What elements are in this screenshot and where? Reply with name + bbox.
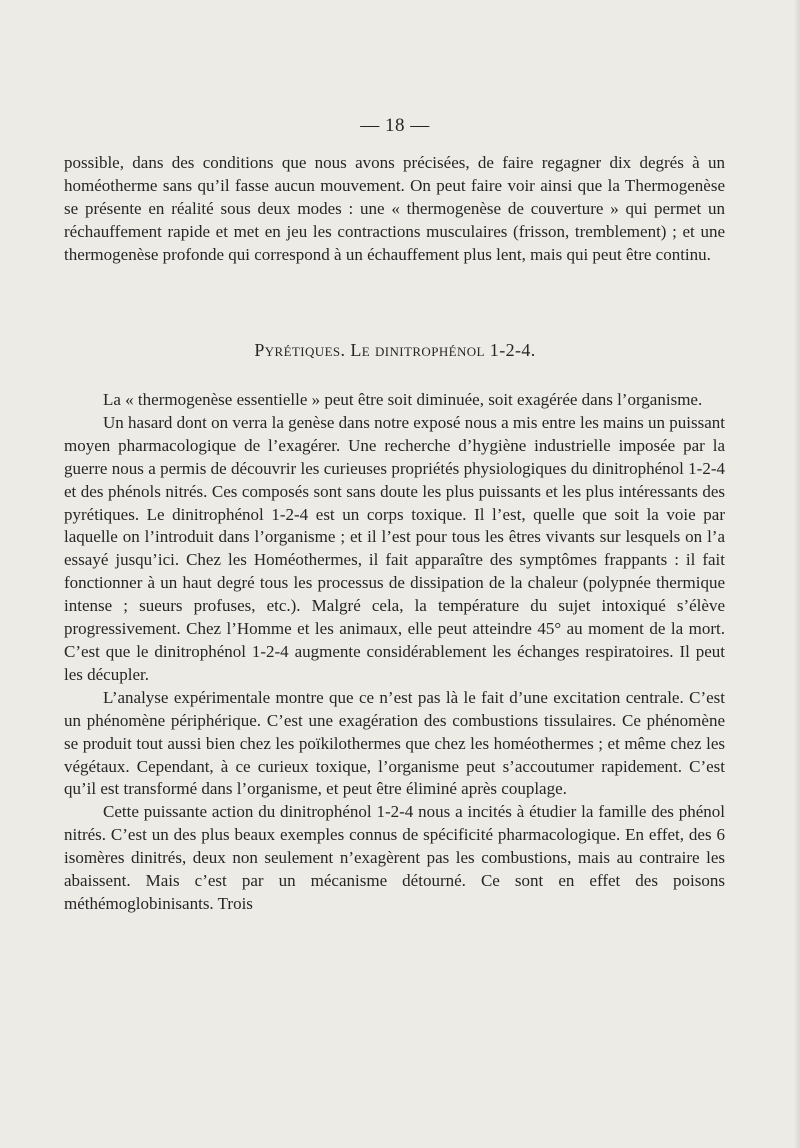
body-paragraph: L’analyse expérimentale montre que ce n’est pas là le fait d’une excitation centrale. C’est un phénomène périphérique. C’est une exagération des combustions tissulaires. Ce phénomène se produit tout aussi bien chez les poïkilothermes que chez les homéothermes ; et même chez les végétaux. Cependant, à ce curieux toxique, l’organisme peut s’accoutumer rapidement. C’est qu’il est transformé dans l’organisme, et peut être éliminé après couplage. [64, 687, 725, 799]
section-heading [0, 340, 790, 361]
intro-paragraph: possible, dans des conditions que nous avons précisées, de faire regagner dix degrés à un homéotherme sans qu’il fasse aucun mouvement. On peut faire voir ainsi que la Thermogenèse se présente en réalité sous deux modes : une « thermogenèse de couverture » qui permet un réchauffement rapide et met en jeu les contractions musculaires (frisson, tremblement) ; et une thermogenèse profonde qui correspond à un échauffement plus lent, mais qui peut être continu. [64, 153, 725, 264]
page-edge-shadow [794, 0, 800, 1148]
intro-text-block [64, 152, 725, 267]
body-paragraph: La « thermogenèse essentielle » peut être soit diminuée, soit exagérée dans l’organisme. [103, 390, 703, 409]
body-paragraph: Un hasard dont on verra la genèse dans notre exposé nous a mis entre les mains un puissant moyen pharmacologique de l’exagérer. Une recherche d’hygiène industrielle imposée par la guerre nous a permis de découvrir les curieuses propriétés physiologiques du dinitrophénol 1-2-4 et des phénols nitrés. Ces composés sont sans doute les plus puissants et les plus intéressants des pyrétiques. Le dinitrophénol 1-2-4 est un corps toxique. Il l’est, quelle que soit la voie par laquelle on l’introduit dans l’organisme ; et il l’est pour tous les êtres vivants sur lesquels on l’a essayé jusqu’ici. Chez les Homéothermes, il fait apparaître des symptômes frappants : il fait fonctionner à un haut degré tous les processus de dissipation de la chaleur (polypnée thermique intense ; sueurs profuses, etc.). Malgré cela, la température du sujet intoxiqué s’élève progressivement. Chez l’Homme et les animaux, elle peut atteindre 45° au moment de la mort. C’est que le dinitrophénol 1-2-4 augmente considérablement les échanges respiratoires. Il peut les décupler. [64, 412, 725, 684]
body-paragraph: Cette puissante action du dinitrophénol 1-2-4 nous a incités à étudier la famille des phénol nitrés. C’est un des plus beaux exemples connus de spécificité pharmacologique. En effet, des 6 isomères dinitrés, deux non seulement n’exagèrent pas les combustions, mais au contraire les abaissent. Mais c’est par un mécanisme détourné. Ce sont en effet des poisons méthémoglobinisants. Trois [64, 802, 725, 913]
section-heading-number: 1-2-4. [489, 340, 536, 360]
page-number: — 18 — [360, 115, 430, 136]
section-heading-title: Pyrétiques. Le dinitrophénol [254, 340, 485, 360]
section-body [64, 389, 725, 916]
